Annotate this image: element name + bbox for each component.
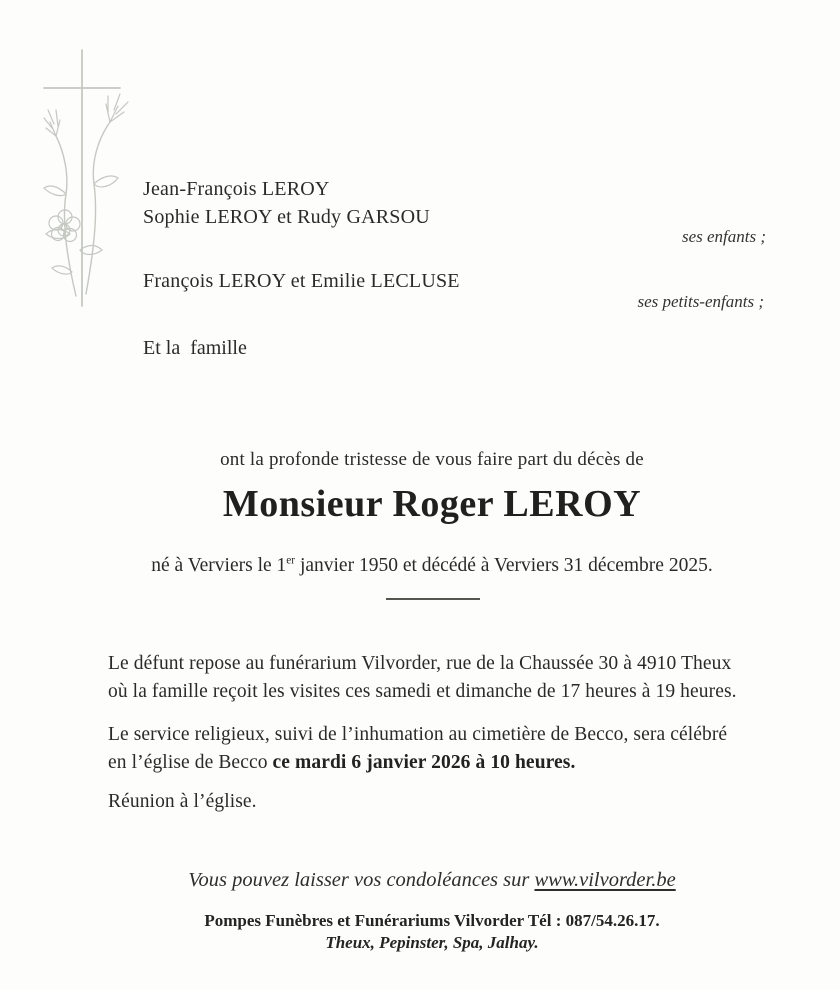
- repose-paragraph: [108, 650, 737, 705]
- locations-line: Theux, Pepinster, Spa, Jalhay.: [325, 933, 539, 952]
- cross-and-flowers-illustration: [36, 44, 140, 316]
- reunion-line: Réunion à l’église.: [108, 791, 257, 812]
- life-dates-line: [24, 555, 840, 577]
- service-line-2: [108, 749, 727, 777]
- children-names-line-2: Sophie LEROY et Rudy GARSOU: [143, 205, 430, 228]
- announcement-intro: ont la profonde tristesse de vous faire part du décès de: [220, 449, 644, 470]
- service-line-1: Le service religieux, suivi de l’inhumation au cimetière de Becco, sera célébré: [108, 724, 728, 745]
- service-line-2-normal: en l’église de Becco: [108, 751, 273, 773]
- website-url: www.vilvorder.be: [534, 869, 676, 891]
- deceased-name: Monsieur Roger LEROY: [222, 483, 642, 525]
- service-paragraph: [108, 721, 727, 776]
- condolences-text: Vous pouvez laisser vos condoléances sur: [188, 869, 535, 891]
- grandchildren-relation-label: ses petits-enfants ;: [637, 292, 764, 311]
- repose-line-1: Le défunt repose au funérarium Vilvorder, rue de la Chaussée 30 à 4910 Theux: [108, 653, 732, 674]
- ordinal-superscript: er: [286, 554, 296, 567]
- section-divider: [386, 598, 480, 600]
- life-dates-prefix: né à Verviers le 1: [151, 555, 287, 576]
- family-line: Et la famille: [143, 337, 247, 359]
- life-dates-suffix: janvier 1950 et décédé à Verviers 31 décembre 2025.: [295, 555, 713, 576]
- children-names-line-1: Jean-François LEROY: [143, 178, 330, 200]
- children-relation-label: ses enfants ;: [681, 227, 766, 246]
- children-names-block: [143, 176, 430, 231]
- condolences-line: [24, 869, 840, 892]
- grandchildren-names-line: François LEROY et Emilie LECLUSE: [143, 270, 460, 292]
- funeral-home-line: Pompes Funèbres et Funérariums Vilvorder Tél : 087/54.26.17.: [204, 911, 660, 930]
- repose-line-2: où la famille reçoit les visites ces samedi et dimanche de 17 heures à 19 heures.: [108, 680, 737, 702]
- service-date-bold: ce mardi 6 janvier 2026 à 10 heures.: [272, 751, 576, 773]
